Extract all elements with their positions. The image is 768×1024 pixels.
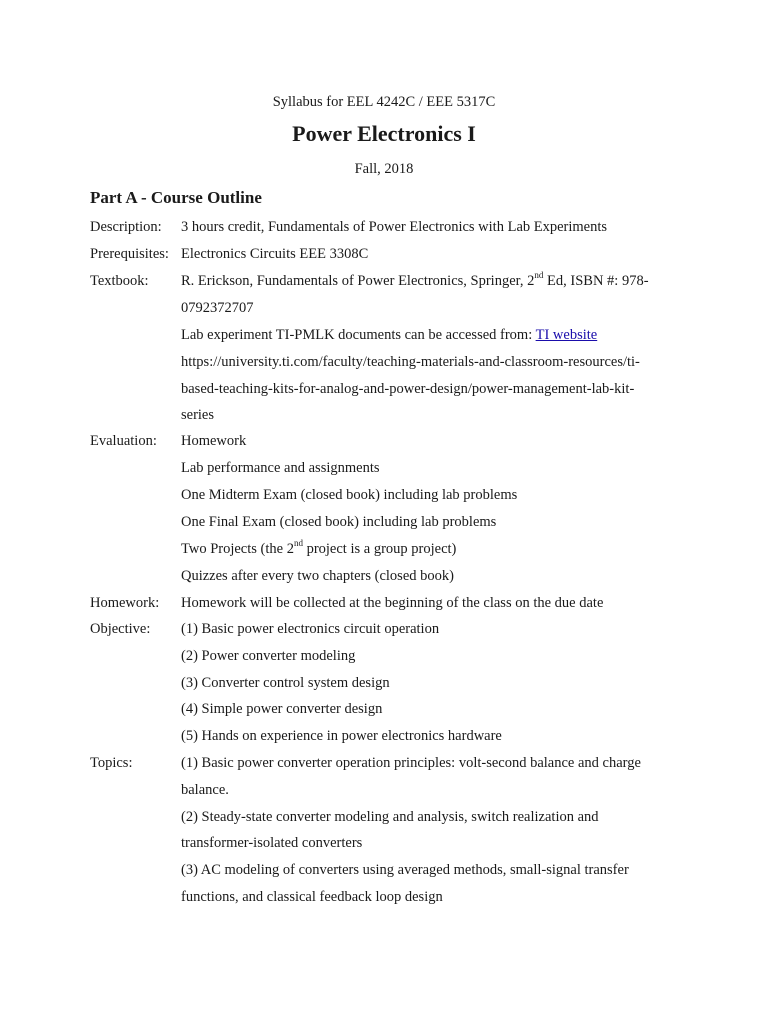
topics-label: Topics: (90, 755, 133, 771)
syllabus-course-codes: Syllabus for EEL 4242C / EEE 5317C (272, 94, 496, 110)
projects-text-part1: Two Projects (the 2 (181, 541, 294, 557)
objective-item: (2) Power converter modeling (181, 648, 356, 664)
evaluation-label: Evaluation: (90, 433, 157, 449)
description-label: Description: (90, 219, 162, 235)
projects-text-part2: project is a group project) (302, 541, 457, 557)
homework-value: Homework will be collected at the beginning of the class on the due date (181, 595, 604, 611)
ti-website-link[interactable]: TI website (535, 327, 598, 343)
prerequisites-value: Electronics Circuits EEE 3308C (181, 246, 369, 262)
topics-line: functions, and classical feedback loop design (181, 889, 443, 905)
topics-line: (2) Steady-state converter modeling and analysis, switch realization and (181, 809, 599, 825)
edition-superscript: nd (534, 270, 544, 281)
evaluation-item: One Midterm Exam (closed book) including lab problems (181, 487, 518, 503)
topics-line: (1) Basic power converter operation principles: volt-second balance and charge (181, 755, 641, 771)
ti-url-line-2: based-teaching-kits-for-analog-and-power-design/power-management-lab-kit- (181, 381, 635, 397)
textbook-citation-part2: Ed, ISBN #: 978- (543, 273, 649, 289)
projects-superscript: nd (293, 538, 303, 549)
objective-item: (4) Simple power converter design (181, 701, 383, 717)
description-value: 3 hours credit, Fundamentals of Power Electronics with Lab Experiments (181, 219, 608, 235)
homework-label: Homework: (90, 595, 160, 611)
objective-item: (3) Converter control system design (181, 675, 390, 691)
objective-item: (1) Basic power electronics circuit operation (181, 621, 440, 637)
textbook-isbn-continued: 0792372707 (181, 300, 254, 316)
ti-url-line-3: series (181, 407, 215, 423)
topics-line: balance. (181, 782, 229, 798)
objective-label: Objective: (90, 621, 151, 637)
lab-documents-line (181, 328, 597, 343)
textbook-label: Textbook: (90, 273, 149, 289)
evaluation-item: Homework (181, 433, 247, 449)
evaluation-item: Lab performance and assignments (181, 460, 380, 476)
textbook-citation-part1: R. Erickson, Fundamentals of Power Electronics, Springer, 2 (181, 273, 535, 289)
ti-url-line-1: https://university.ti.com/faculty/teaching-materials-and-classroom-resources/ti- (181, 354, 640, 370)
lab-documents-text: Lab experiment TI-PMLK documents can be accessed from: (181, 327, 536, 343)
section-heading-part-a: Part A - Course Outline (90, 188, 262, 207)
evaluation-item-projects (181, 538, 457, 557)
textbook-citation (181, 270, 649, 289)
page-title: Power Electronics I (292, 121, 476, 146)
evaluation-item-quizzes: Quizzes after every two chapters (closed book) (181, 568, 454, 584)
term: Fall, 2018 (354, 161, 414, 177)
topics-line: transformer-isolated converters (181, 835, 363, 851)
evaluation-item: One Final Exam (closed book) including lab problems (181, 514, 497, 530)
prerequisites-label: Prerequisites: (90, 246, 169, 262)
topics-line: (3) AC modeling of converters using averaged methods, small-signal transfer (181, 862, 629, 878)
objective-item: (5) Hands on experience in power electronics hardware (181, 728, 502, 744)
